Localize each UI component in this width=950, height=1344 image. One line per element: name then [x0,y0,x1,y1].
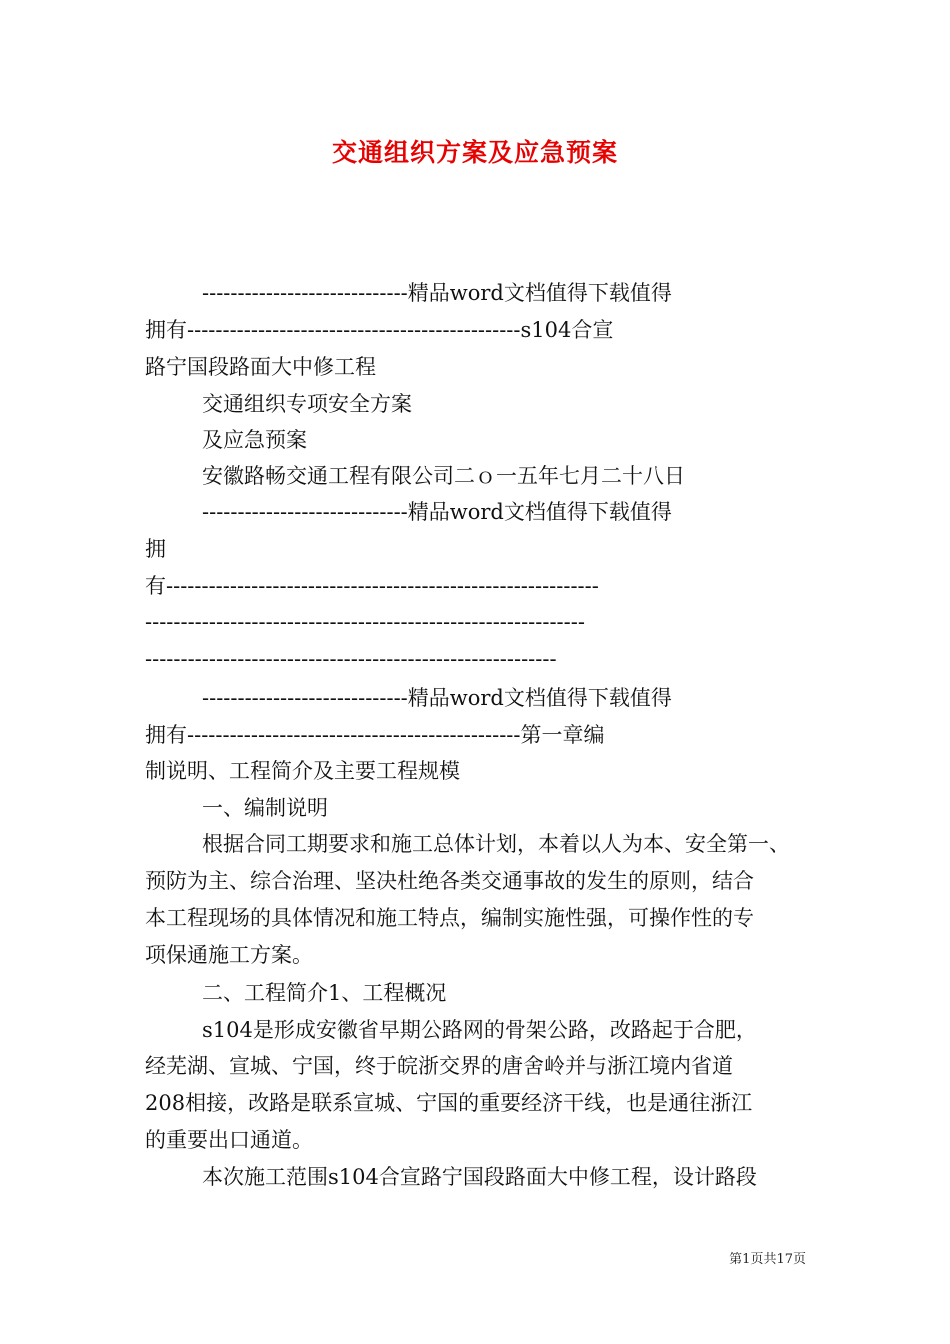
paragraph-line: 项保通施工方案。 [145,943,313,967]
body-line: 有------------------------------------------------------------- [145,574,599,598]
body-line: -------------------------------------------------------------- [145,610,585,634]
body-line: 交通组织专项安全方案 [202,392,412,416]
body-line: -----------------------------精品word文档值得下载值得 [202,500,672,524]
body-line: ---------------------------------------------------------- [145,647,557,671]
body-line: 拥有-----------------------------------------------s104合宣 [145,318,614,342]
body-line: 安徽路畅交通工程有限公司二ｏ一五年七月二十八日 [202,464,685,488]
paragraph-line: 根据合同工期要求和施工总体计划，本着以人为本、安全第一、 [202,832,790,856]
paragraph-line: 208相接，改路是联系宣城、宁国的重要经济干线，也是通往浙江 [145,1091,753,1115]
page-number: 第1页共17页 [729,1252,806,1267]
section-heading: 一、编制说明 [202,796,328,820]
paragraph-line: 本工程现场的具体情况和施工特点，编制实施性强，可操作性的专 [145,906,754,930]
paragraph-line: 的重要出口通道。 [145,1128,313,1152]
body-line: 及应急预案 [202,428,307,452]
body-line: 拥 [145,537,166,561]
paragraph-line: s104是形成安徽省早期公路网的骨架公路，改路起于合肥， [202,1018,757,1042]
paragraph-line: 经芜湖、宣城、宁国，终于皖浙交界的唐舍岭并与浙江境内省道 [145,1054,733,1078]
body-line: 路宁国段路面大中修工程 [145,355,376,379]
body-line: -----------------------------精品word文档值得下载值得 [202,686,672,710]
paragraph-line: 本次施工范围s104合宣路宁国段路面大中修工程，设计路段 [202,1165,757,1189]
paragraph-line: 预防为主、综合治理、坚决杜绝各类交通事故的发生的原则，结合 [145,869,754,893]
document-title: 交通组织方案及应急预案 [331,138,618,167]
body-line: 拥有-----------------------------------------------第一章编 [145,723,605,747]
chapter-heading: 制说明、工程简介及主要工程规模 [145,759,460,783]
section-heading: 二、工程简介1、工程概况 [202,981,447,1005]
body-line: -----------------------------精品word文档值得下载值得 [202,281,672,305]
